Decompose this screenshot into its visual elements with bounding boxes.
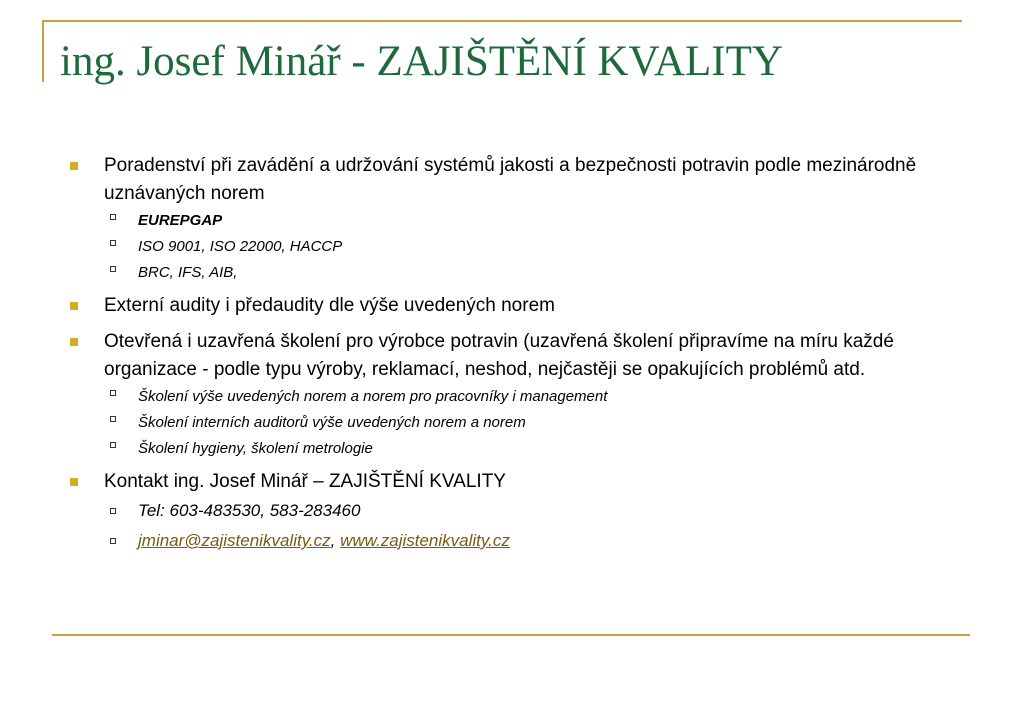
website-link[interactable]: www.zajistenikvality.cz [340,531,510,550]
bullet-square-icon [70,162,78,170]
link-separator: , [330,531,336,550]
bullet-square-icon [70,302,78,310]
email-link[interactable]: jminar@zajistenikvality.cz [138,531,331,550]
sub-item-phone [70,496,950,526]
slide-content [70,152,950,556]
sub-item-text: Školení interních auditorů výše uvedených norem a norem [138,414,526,431]
sub-item-training-hygiene [70,436,950,462]
sub-item-iso [70,234,950,260]
bullet-square-icon [70,478,78,486]
bullet-text: Kontakt ing. Josef Minář – ZAJIŠTĚNÍ KVALITY [104,471,506,492]
links-line [104,526,950,556]
sub-item-text: ISO 9001, ISO 22000, HACCP [138,238,343,255]
sub-item-text: Školení výše uvedených norem a norem pro pracovníky i management [138,388,608,405]
sub-bullet-icon [110,508,116,514]
sub-bullet-icon [110,390,116,396]
sub-bullet-icon [110,442,116,448]
sub-bullet-icon [110,266,116,272]
sub-item-training-norms [70,384,950,410]
phone-text: Tel: 603-483530, 583-283460 [138,501,361,520]
sub-item-text: Školení hygieny, školení metrologie [138,440,373,457]
bullet-item-consulting [70,152,950,208]
sub-bullet-icon [110,416,116,422]
sub-bullet-icon [110,538,116,544]
bullet-square-icon [70,338,78,346]
bullet-item-audits [70,292,950,320]
slide-title: ing. Josef Minář - ZAJIŠTĚNÍ KVALITY [60,38,783,85]
sub-bullet-icon [110,240,116,246]
frame-left-line [42,20,44,82]
sub-item-training-auditors [70,410,950,436]
bullet-text: Otevřená i uzavřená školení pro výrobce potravin (uzavřená školení připravíme na míru každé organizace - podle typu výroby, reklamací, neshod, nejčastěji se opakujících problémů atd. [104,331,894,380]
sub-item-text: BRC, IFS, AIB, [138,264,238,281]
bullet-item-contact [70,468,950,496]
sub-item-eurepgap [70,208,950,234]
sub-bullet-icon [110,214,116,220]
sub-item-brc [70,260,950,286]
bullet-item-training [70,328,950,384]
sub-item-links [70,526,950,556]
bullet-text: Poradenství při zavádění a udržování systémů jakosti a bezpečnosti potravin podle mezinárodně uznávaných norem [104,155,917,204]
bullet-text: Externí audity i předaudity dle výše uvedených norem [104,295,555,316]
frame-bottom-line [52,634,970,636]
frame-top-line [42,20,962,22]
sub-item-text: EUREPGAP [138,212,223,229]
